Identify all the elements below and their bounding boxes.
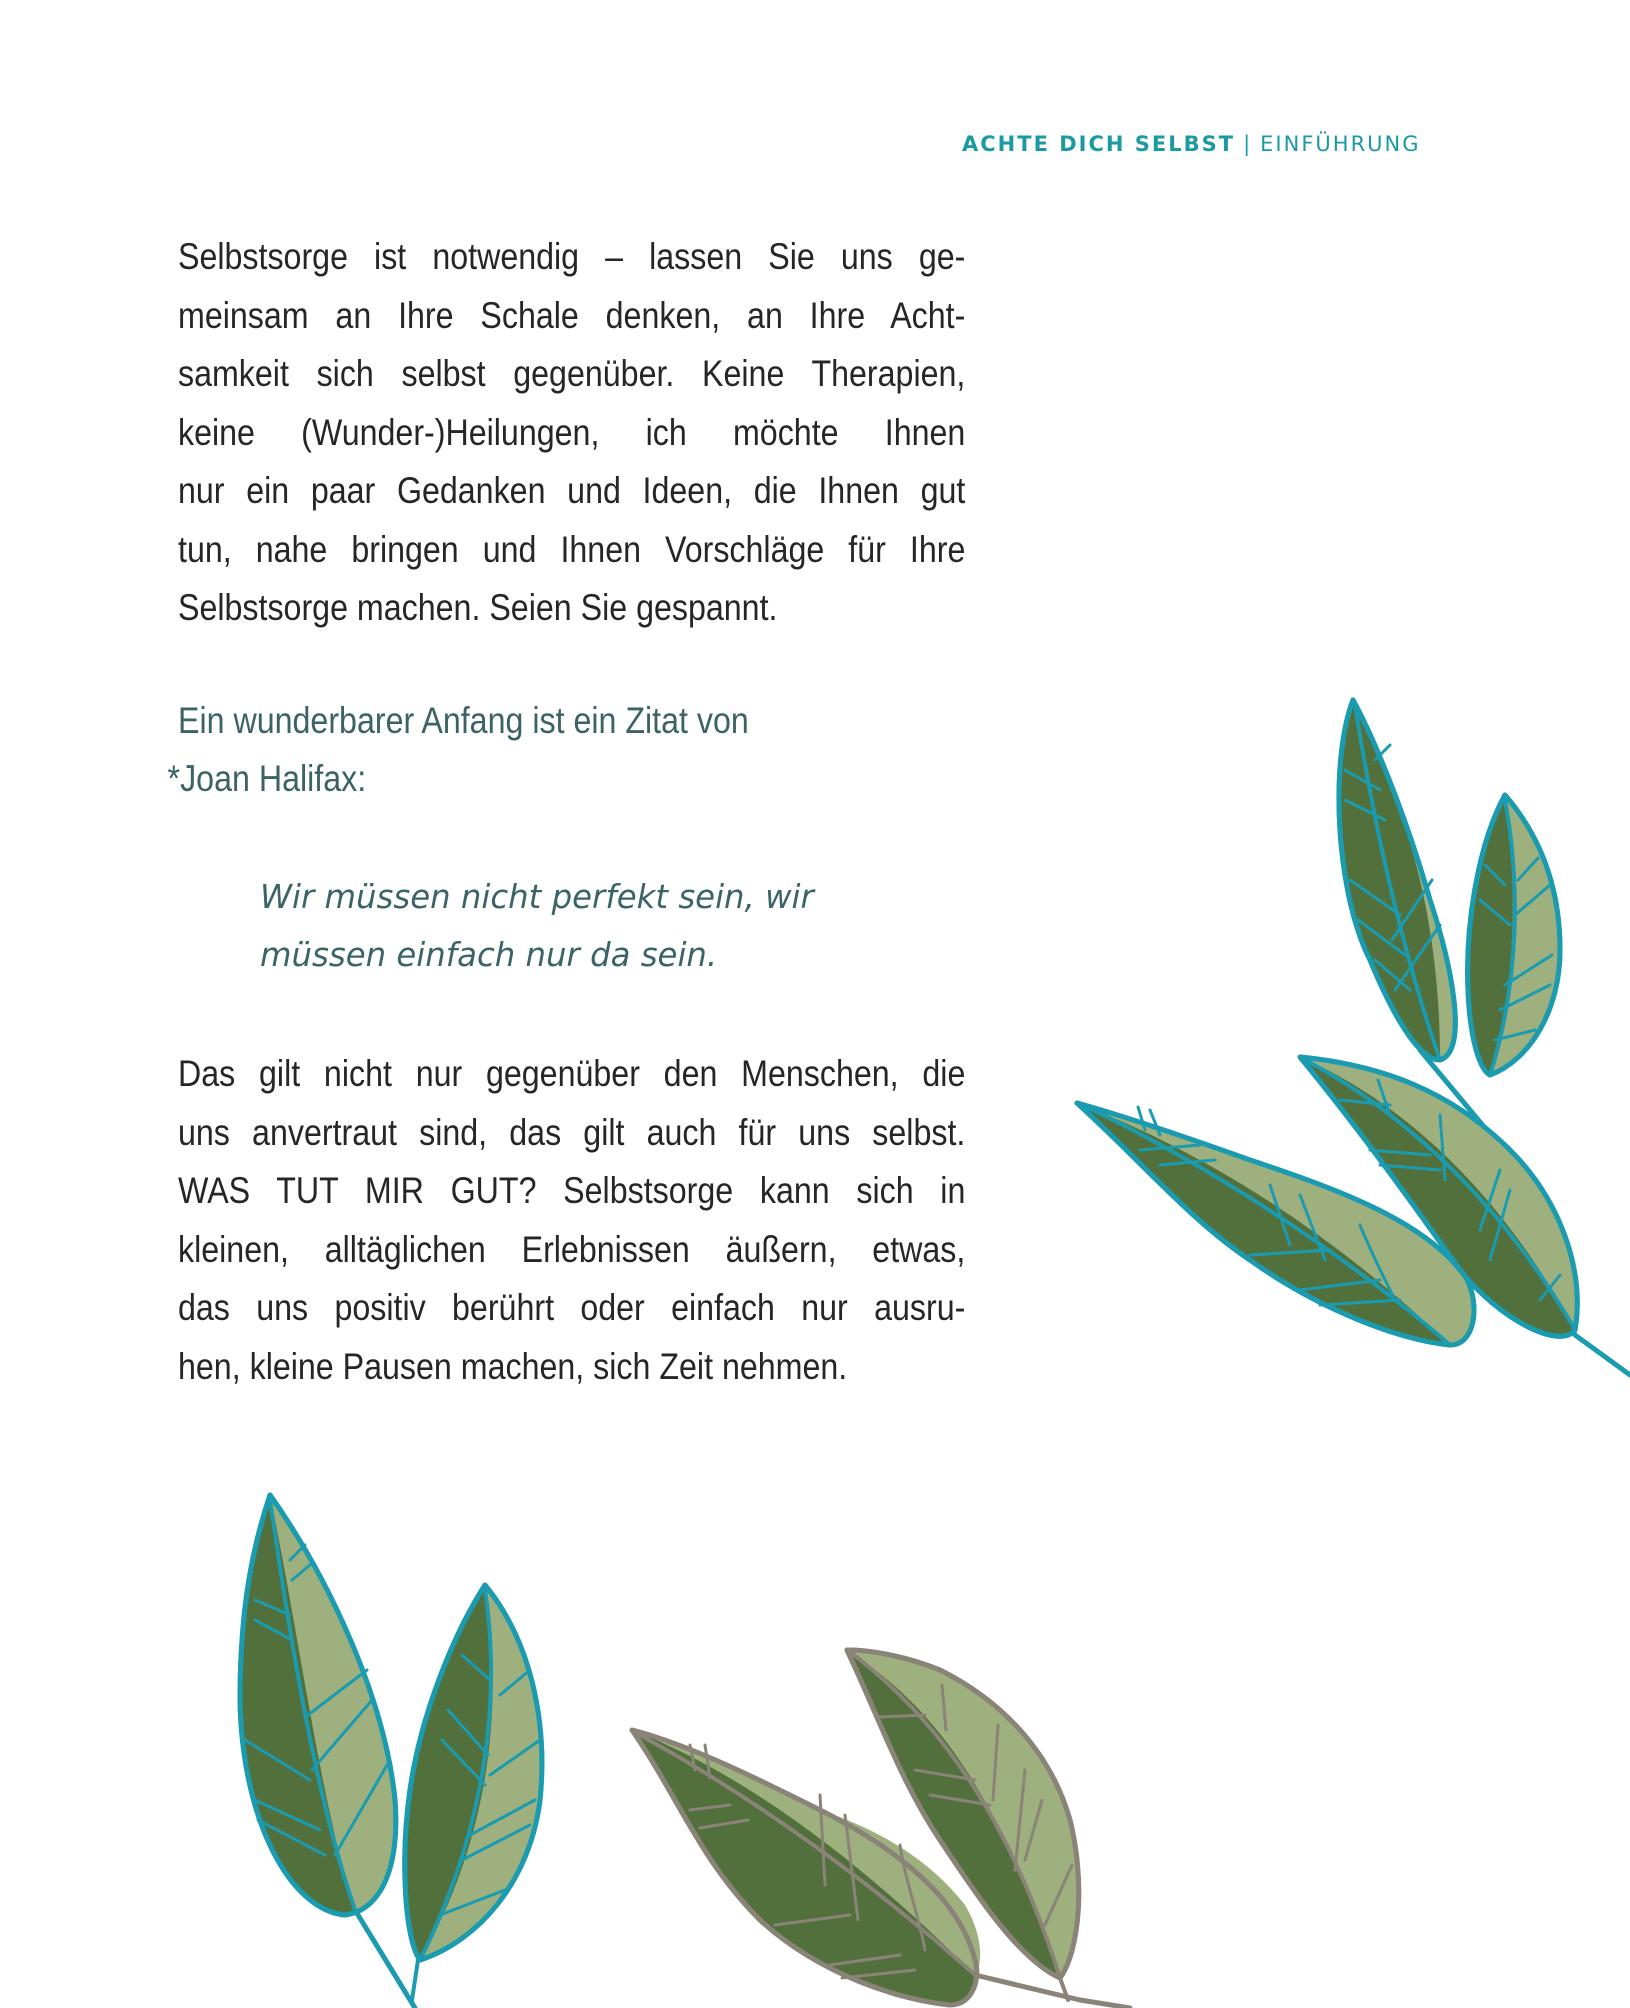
text-line: tun, nahe bringen und Ihnen Vorschläge für Ihre — [178, 528, 966, 570]
quote-line: Wir müssen nicht perfekt sein, wir — [260, 877, 814, 916]
section-title: EINFÜHRUNG — [1260, 132, 1421, 156]
text-line: uns anvertraut sind, das gilt auch für uns selbst. — [178, 1111, 966, 1153]
leaf-branch-right-icon — [1077, 700, 1630, 1375]
leaf-pair-bottom-left-icon — [240, 1495, 542, 2008]
quote-author: *Joan Halifax: — [167, 758, 367, 799]
leaf-pair-bottom-center-icon — [632, 1650, 1130, 2008]
text-line: samkeit sich selbst gegenüber. Keine Therapien, — [178, 353, 966, 394]
intro-line: Ein wunderbarer Anfang ist ein Zitat von — [178, 700, 749, 741]
header-separator: | — [1243, 132, 1253, 156]
text-line: Selbstsorge ist notwendig – lassen Sie uns ge- — [178, 236, 966, 277]
text-line: Selbstsorge machen. Seien Sie gespannt. — [178, 587, 778, 628]
text-line: das uns positiv berührt oder einfach nur ausru- — [178, 1287, 966, 1328]
text-line: WAS TUT MIR GUT? Selbstsorge kann sich in — [178, 1170, 966, 1211]
text-line: nur ein paar Gedanken und Ideen, die Ihnen gut — [178, 470, 966, 511]
text-line: meinsam an Ihre Schale denken, an Ihre Acht- — [178, 294, 966, 336]
text-line: keine (Wunder-)Heilungen, ich möchte Ihnen — [178, 411, 966, 453]
text-line: kleinen, alltäglichen Erlebnissen äußern, etwas, — [178, 1228, 966, 1270]
text-line: Das gilt nicht nur gegenüber den Menschen, die — [178, 1053, 966, 1094]
text-line: hen, kleine Pausen machen, sich Zeit nehmen. — [178, 1345, 848, 1387]
chapter-title: ACHTE DICH SELBST — [962, 132, 1236, 156]
quote-line: müssen einfach nur da sein. — [260, 935, 718, 974]
